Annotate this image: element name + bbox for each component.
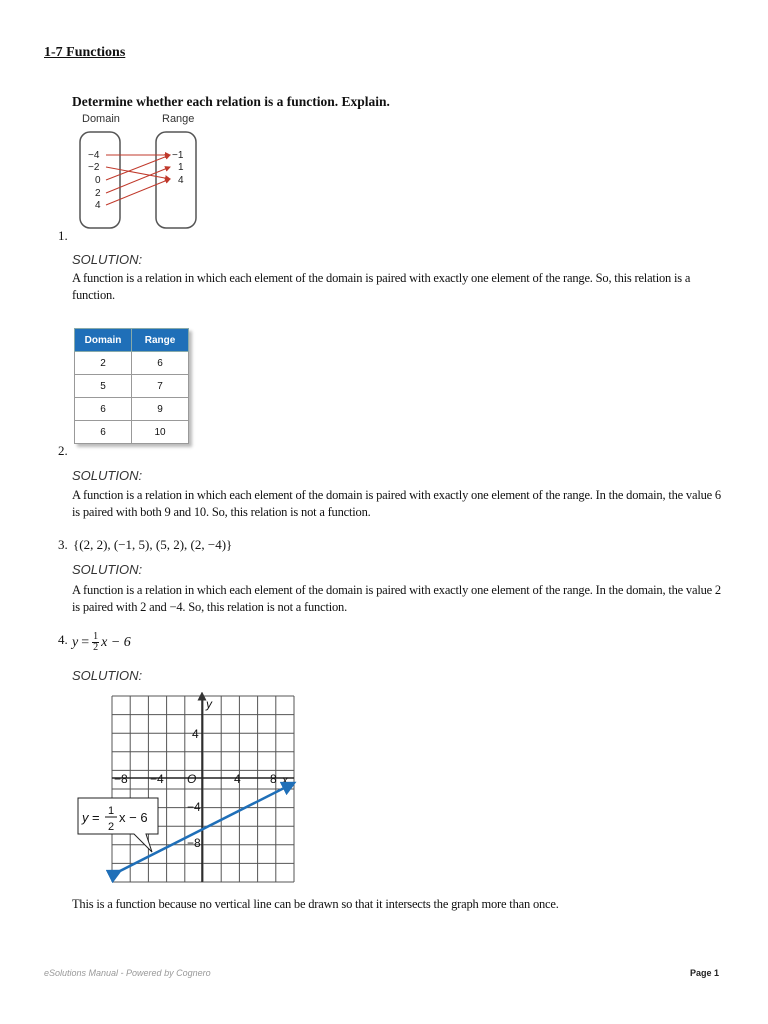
solution-text: A function is a relation in which each element of the domain is paired with exactly one element of the range. In the domain, the value 2 is paired with 2 and −4. So, this relation is not a function.: [72, 583, 721, 614]
fraction-denominator: 2: [93, 642, 99, 653]
callout-var: y: [82, 810, 89, 825]
problem-number: 3.: [58, 537, 68, 552]
table-row: [75, 398, 189, 421]
solution-text: A function is a relation in which each element of the domain is paired with exactly one element of the range. In the domain, the value 6 is paired with both 9 and 10. So, this relation is not a function.: [72, 488, 721, 519]
table-row: [75, 375, 189, 398]
mapping-arrow: [106, 167, 170, 179]
graph-grid: [112, 696, 294, 882]
callout-eq: =: [92, 810, 100, 825]
table-cell: 6: [132, 352, 189, 375]
x-tick-label: −8: [114, 772, 128, 786]
mapping-arrow: [106, 155, 170, 180]
x-tick-label: −4: [150, 772, 164, 786]
solution-label: SOLUTION:: [72, 562, 143, 577]
equation-rest: x − 6: [101, 634, 131, 650]
y-tick-label: −4: [187, 800, 201, 814]
domain-value: −2: [88, 162, 100, 173]
solution-label: SOLUTION:: [72, 468, 143, 483]
footer-source: eSolutions Manual - Powered by Cognero: [44, 968, 211, 978]
domain-value: −4: [88, 150, 100, 161]
x-tick-label: 4: [234, 772, 241, 786]
domain-value: 2: [95, 188, 101, 199]
range-oval: [156, 132, 196, 228]
range-label: Range: [162, 113, 195, 125]
equation: [72, 632, 131, 653]
page-number: Page 1: [690, 968, 720, 978]
fraction-numerator: 1: [93, 631, 99, 642]
equation-callout: [78, 798, 158, 852]
solution-label: SOLUTION:: [72, 252, 143, 267]
solution-text: A function is a relation in which each element of the domain is paired with exactly one element of the range. So, this relation is a function.: [72, 271, 691, 302]
range-value: 4: [178, 175, 184, 186]
callout-rest: x − 6: [119, 810, 148, 825]
mapping-diagram: [78, 110, 208, 232]
domain-label: Domain: [82, 113, 120, 125]
table-cell: 5: [75, 375, 132, 398]
equation-var: y: [72, 634, 79, 650]
table-row: [75, 352, 189, 375]
x-axis-label: x: [282, 773, 288, 787]
y-tick-label: 4: [192, 727, 199, 741]
table-cell: 2: [75, 352, 132, 375]
problem-number: 2.: [58, 443, 68, 458]
relation-expression: {(2, 2), (−1, 5), (5, 2), (2, −4)}: [73, 537, 233, 552]
table-header: Range: [132, 329, 189, 352]
solution-label: SOLUTION:: [72, 668, 143, 683]
domain-value: 4: [95, 200, 101, 211]
conclusion-text: This is a function because no vertical line can be drawn so that it intersects the graph more than once.: [72, 897, 559, 911]
equation-eq: =: [81, 634, 90, 650]
y-axis-label: y: [206, 697, 212, 711]
table-cell: 9: [132, 398, 189, 421]
table-cell: 10: [132, 421, 189, 444]
range-value: 1: [178, 162, 184, 173]
x-tick-label: 8: [270, 772, 277, 786]
callout-numerator: 1: [108, 805, 115, 817]
callout-denominator: 2: [108, 821, 115, 833]
equation-fraction: [92, 632, 99, 653]
mapping-arrow: [106, 167, 170, 193]
y-tick-label: −8: [187, 836, 201, 850]
range-value: −1: [172, 150, 184, 161]
table-cell: 6: [75, 398, 132, 421]
problem-number: 4.: [58, 632, 68, 647]
page-title: 1-7 Functions: [44, 45, 126, 60]
instructions: Determine whether each relation is a function. Explain.: [72, 94, 390, 109]
line-graph: [74, 692, 304, 888]
relation-table: [74, 328, 189, 444]
table-row: [75, 421, 189, 444]
table-cell: 6: [75, 421, 132, 444]
mapping-arrow: [106, 179, 170, 205]
problem-number: 1.: [58, 228, 68, 243]
table-cell: 7: [132, 375, 189, 398]
domain-value: 0: [95, 175, 101, 186]
origin-label: O: [187, 772, 197, 786]
table-header: Domain: [75, 329, 132, 352]
